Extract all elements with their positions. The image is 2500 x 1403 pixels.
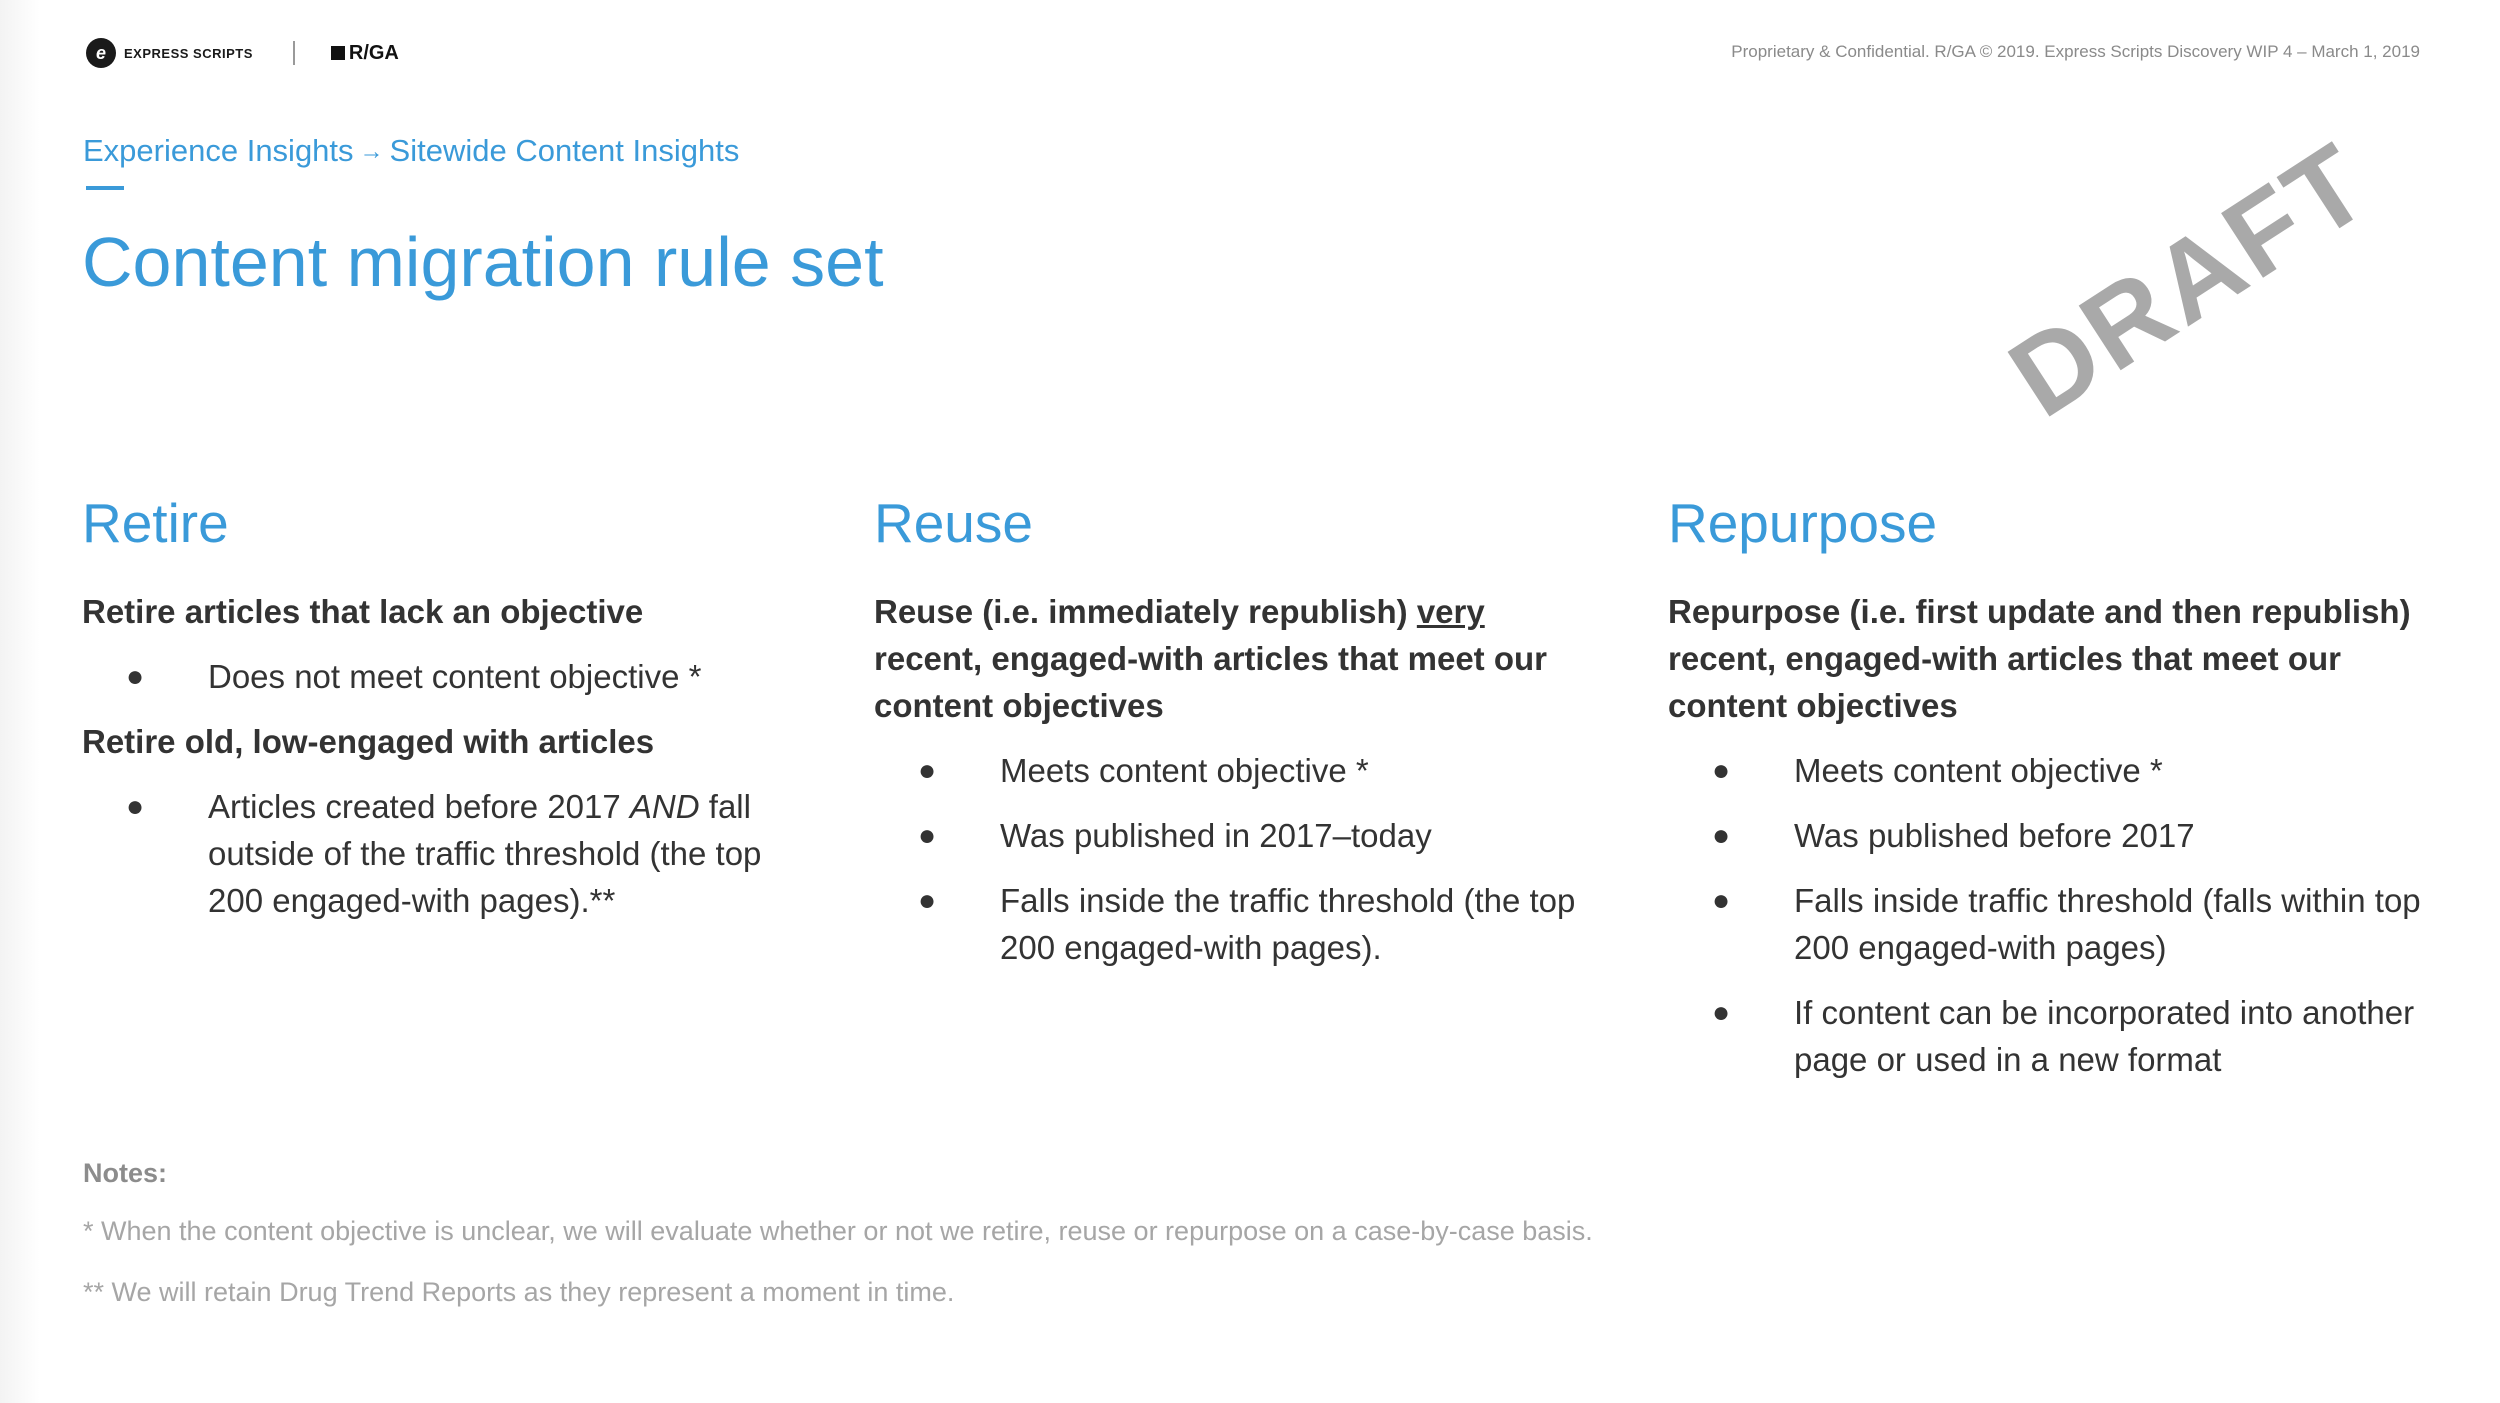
bullet-icon: ● (1712, 996, 1731, 1029)
bullet-icon: ● (918, 754, 937, 787)
title-accent-bar (86, 186, 124, 190)
retire-rule-old-low-engaged-list (82, 783, 782, 924)
bullet-icon: ● (918, 884, 937, 917)
repurpose-criteria-list (1668, 747, 2428, 1083)
bullet-icon: ● (918, 819, 937, 852)
bullet-icon: ● (126, 790, 145, 823)
list-item: ● Falls inside the traffic threshold (the top 200 engaged-with pages). (874, 877, 1594, 971)
retire-rule-no-objective: Retire articles that lack an objective (82, 593, 644, 630)
reuse-rule-emphasis: very (1416, 593, 1485, 630)
reuse-criteria-list (874, 747, 1594, 971)
slide-header (86, 36, 2420, 70)
repurpose-rule: Repurpose (i.e. first update and then republish) recent, engaged-with articles that meet our content objectives (1668, 593, 2411, 724)
list-item: ● Does not meet content objective * (82, 653, 782, 700)
breadcrumb-current: Sitewide Content Insights (389, 133, 740, 168)
note-drug-trend-reports: ** We will retain Drug Trend Reports as they represent a moment in time. (83, 1277, 955, 1307)
rga-wordmark: R/GA (348, 41, 399, 64)
left-edge-shade (0, 0, 40, 1403)
logo-divider (293, 41, 295, 65)
retire-rule-old-low-engaged: Retire old, low-engaged with articles (82, 723, 655, 760)
express-scripts-wordmark: EXPRESS SCRIPTS (124, 45, 253, 61)
express-scripts-logo (86, 38, 253, 68)
breadcrumb (83, 133, 739, 169)
draft-watermark: DRAFT (1988, 118, 2392, 441)
rga-square-icon (331, 46, 345, 60)
list-item: ● If content can be incorporated into another page or used in a new format (1668, 989, 2428, 1083)
rga-logo (331, 42, 399, 65)
list-item: ● Was published before 2017 (1668, 812, 2428, 859)
list-item: ● Meets content objective * (1668, 747, 2428, 794)
emphasis-and: AND (629, 788, 700, 825)
list-item: ● Articles created before 2017 AND fall outside of the traffic threshold (the top 200 engaged-with pages).** (82, 783, 782, 924)
reuse-rule: Reuse (i.e. immediately republish) very recent, engaged-with articles that meet our content objectives (874, 593, 1547, 724)
logo-group (86, 36, 399, 70)
repurpose-column (1668, 488, 2428, 1101)
list-item: ● Was published in 2017–today (874, 812, 1594, 859)
page-title: Content migration rule set (82, 223, 884, 301)
bullet-icon: ● (1712, 754, 1731, 787)
retire-rule-no-objective-list (82, 653, 782, 700)
list-item: ● Falls inside traffic threshold (falls within top 200 engaged-with pages) (1668, 877, 2428, 971)
retire-heading: Retire (82, 492, 229, 554)
notes-section (83, 1158, 2083, 1335)
breadcrumb-parent: Experience Insights (83, 133, 354, 168)
confidential-notice: Proprietary & Confidential. R/GA © 2019. Express Scripts Discovery WIP 4 – March 1, 2019 (1731, 42, 2420, 61)
retire-column (82, 488, 782, 942)
notes-label: Notes: (83, 1158, 168, 1188)
bullet-icon: ● (1712, 884, 1731, 917)
bullet-icon: ● (1712, 819, 1731, 852)
breadcrumb-arrow-icon: → (359, 138, 384, 165)
express-scripts-mark-icon: e (86, 38, 116, 68)
repurpose-heading: Repurpose (1668, 492, 1938, 554)
reuse-heading: Reuse (874, 492, 1033, 554)
list-item: ● Meets content objective * (874, 747, 1594, 794)
reuse-column (874, 488, 1594, 989)
bullet-icon: ● (126, 660, 145, 693)
note-content-objective: * When the content objective is unclear, we will evaluate whether or not we retire, reuse or repurpose on a case-by-case basis. (83, 1216, 1593, 1246)
